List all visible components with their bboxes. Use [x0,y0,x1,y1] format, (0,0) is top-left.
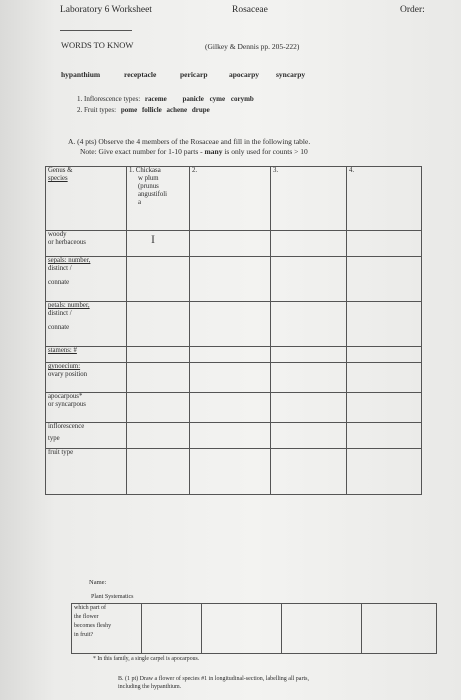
term-syncarpy: syncarpy [276,70,306,79]
species-4-name[interactable]: 4. [347,167,422,231]
genus-species-label: Genus & species [46,167,127,231]
inflorescence-types-line [77,95,254,103]
cell[interactable] [347,257,422,302]
type-corymb: corymb [230,95,254,103]
part-a-note: Note: Give exact number for 1-10 parts - many is only used for counts > 10 [80,147,308,156]
cell[interactable] [127,449,190,495]
type-drupe: drupe [191,106,210,114]
cell[interactable] [142,604,202,654]
name-label: Name: [89,579,107,586]
family-name: Rosaceae [232,5,268,15]
cell[interactable] [190,347,271,363]
text-cursor-icon: I [151,232,155,246]
row-label-fruit-type: fruit type [46,449,127,495]
course-name: Plant Systematics [91,594,134,600]
row-label-woody: woody or herbaceous [46,231,127,257]
cell[interactable] [271,302,347,347]
cell[interactable] [362,604,437,654]
cell[interactable] [127,363,190,393]
type-raceme: raceme [144,95,167,103]
cell[interactable] [347,449,422,495]
cell[interactable] [347,231,422,257]
cell[interactable] [190,423,271,449]
cell[interactable] [190,363,271,393]
part-b-instruction: B. (1 pt) Draw a flower of species #1 in longitudinal-section, labelling all parts, [118,676,309,682]
type-pome: pome [120,106,138,114]
type-achene: achene [166,106,188,114]
cell[interactable] [347,393,422,423]
cell[interactable] [271,423,347,449]
cell[interactable] [271,449,347,495]
type-follicle: follicle [141,106,162,114]
term-apocarpy: apocarpy [229,70,259,79]
cell[interactable] [347,347,422,363]
cell[interactable] [271,363,347,393]
row-label-petals: petals: number, distinct / connate [46,302,127,347]
cell[interactable] [127,347,190,363]
fruit-types-line [77,106,210,114]
term-receptacle: receptacle [124,70,157,79]
cell[interactable] [190,449,271,495]
row-label-apocarpous: apocarpous* or syncarpous [46,393,127,423]
table-row [46,363,422,393]
table-header-row [46,167,422,231]
cell[interactable] [202,604,282,654]
apocarpous-footnote: * In this family, a single carpel is apocarpous. [93,656,200,662]
type-cyme: cyme [209,95,226,103]
table-row [46,257,422,302]
cell[interactable] [347,302,422,347]
item-number: 2. [77,106,83,114]
cell[interactable] [347,423,422,449]
reference-pages: (Gilkey & Dennis pp. 205-222) [205,42,300,51]
row-label-sepals: sepals: number, distinct / connate [46,257,127,302]
cell[interactable] [127,257,190,302]
species-3-name[interactable]: 3. [271,167,347,231]
type-panicle: panicle [182,95,204,103]
table-row [46,393,422,423]
species-1-name[interactable]: 1. Chickasa w plum (prunus angustifoli a [127,167,190,231]
row-label-inflorescence: inflorescence type [46,423,127,449]
order-label: Order: [400,5,425,15]
table-row [46,231,422,257]
fruit-label: Fruit types: [84,106,117,114]
observation-table [45,166,422,495]
cell[interactable] [282,604,362,654]
cell[interactable] [271,393,347,423]
table-row [46,347,422,363]
cell[interactable] [190,393,271,423]
cell[interactable] [271,257,347,302]
worksheet-title: Laboratory 6 Worksheet [60,5,152,15]
part-a-instruction: A. (4 pts) Observe the 4 members of the Rosaceae and fill in the following table. [68,137,311,146]
inflorescence-label: Inflorescence types: [84,95,141,103]
cell[interactable] [127,393,190,423]
species-2-name[interactable]: 2. [190,167,271,231]
table-row [72,604,437,654]
cell[interactable] [127,423,190,449]
cell[interactable] [127,231,190,257]
title-divider [60,30,132,31]
cell[interactable] [271,231,347,257]
row-label-gynoecium: gynoecium: ovary position [46,363,127,393]
cell[interactable] [347,363,422,393]
term-pericarp: pericarp [180,70,208,79]
part-b-instruction-cont: including the hypanthium. [118,684,182,690]
table-row [46,302,422,347]
term-hypanthium: hypanthium [61,70,101,79]
cell[interactable] [190,302,271,347]
fleshy-part-table [71,603,437,654]
row-label-fleshy-part: which part of the flower becomes fleshy in fruit? [72,604,142,654]
row-label-stamens: stamens: # [46,347,127,363]
cell[interactable] [190,257,271,302]
table-row [46,423,422,449]
words-to-know-title: WORDS TO KNOW [61,40,134,50]
cell[interactable] [271,347,347,363]
table-row [46,449,422,495]
cell[interactable] [190,231,271,257]
cell[interactable] [127,302,190,347]
item-number: 1. [77,95,83,103]
